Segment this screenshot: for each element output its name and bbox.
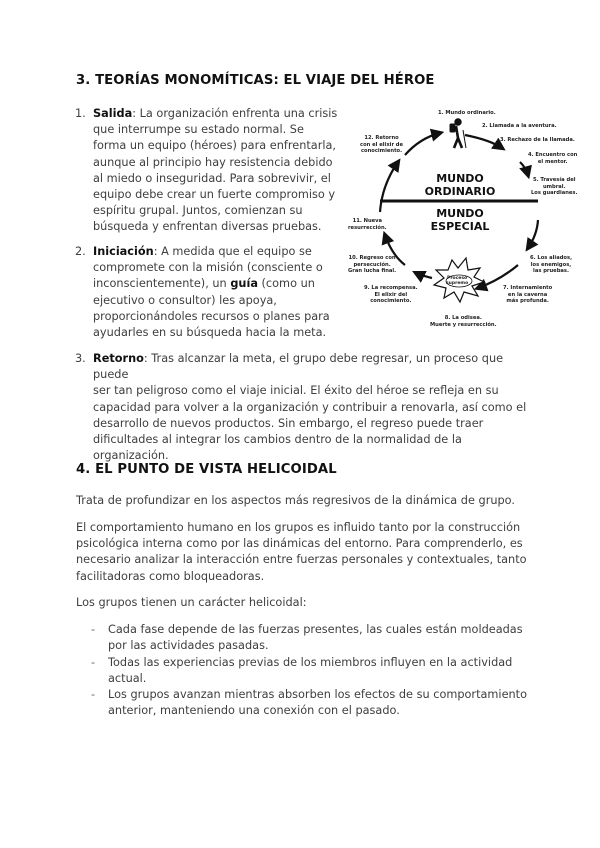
section-4-heading: 4. EL PUNTO DE VISTA HELICOIDAL: [76, 462, 337, 477]
stage-7-label: 7. Internamiento en la caverna más profunda.: [503, 285, 553, 304]
list-number: 1.: [75, 107, 86, 120]
stage-3-label: 3. Rechazo de la llamada.: [500, 137, 575, 143]
term-guia: guía: [230, 277, 258, 291]
stage-12-label: 12. Retorno con el elixir de conocimiento.: [360, 135, 404, 154]
center-burst-label: Proceso supremo: [446, 276, 469, 286]
world-special-label: MUNDO ESPECIAL: [430, 207, 490, 233]
list-number: 2.: [75, 245, 86, 258]
stage-6-label: 6. Los aliados, los enemigos, las pruebas.: [530, 255, 573, 274]
term-retorno: Retorno: [93, 352, 144, 365]
world-ordinary-label: MUNDO ORDINARIO: [424, 172, 496, 198]
term-iniciacion: Iniciación: [93, 245, 154, 258]
hiker-icon: [450, 119, 466, 148]
term-salida: Salida: [93, 107, 133, 120]
stage-2-label: 2. Llamada a la aventura.: [482, 123, 557, 129]
paragraph-helicoidal: Los grupos tienen un carácter helicoidal:: [76, 596, 307, 609]
stage-11-label: 11. Nueva resurrección.: [348, 218, 387, 231]
list-item-text: Salida: La organización enfrenta una crisis que interrumpe su estado normal. Se forma un equipo (héroes) para enfrentarla, aunque al principio hay resistencia debido al miedo o inseguridad. Para sobrevivir, el equipo debe crear un fuerte compromiso y espíritu grupal. Juntos, comienzan su búsqueda y enfrentan diversas pruebas.: [93, 107, 338, 234]
stage-10-label: 10. Regreso con persecución. Gran lucha final.: [348, 255, 397, 274]
bullet-item: Todas las experiencias previas de los miembros influyen en la actividad actual.: [108, 656, 513, 686]
bullet-marker: -: [91, 656, 96, 669]
stage-8-label: 8. La odisea. Muerte y resurrección.: [430, 315, 497, 328]
list-number: 3.: [75, 352, 86, 365]
section-3-heading: 3. TEORÍAS MONOMÍTICAS: EL VIAJE DEL HÉROE: [76, 73, 435, 88]
list-item-text: Retorno: Tras alcanzar la meta, el grupo debe regresar, un proceso que puede ser tan peligroso como el viaje inicial. El éxito del héroe se refleja en su capacidad para volver a la organización y contribuir a renovarla, así como el desarrollo de nuevos productos. Sin embargo, el regreso puede traer dificultades al integrar los cambios dentro de la normalidad de la organización.: [93, 352, 527, 463]
heros-journey-diagram: [340, 100, 600, 340]
bullet-marker: -: [91, 623, 96, 636]
stage-1-label: 1. Mundo ordinario.: [438, 110, 496, 116]
paragraph-behavior: El comportamiento humano en los grupos es influido tanto por la construcción psicológica interna como por las dinámicas del entorno. Para comprenderlo, es necesario analizar la interacción entre fuerzas personales y contextuales, tanto facilitadoras como bloqueadoras.: [76, 521, 527, 583]
paragraph-intro: Trata de profundizar en los aspectos más regresivos de la dinámica de grupo.: [76, 494, 515, 507]
stage-9-label: 9. La recompensa. El elixir del conocimiento.: [364, 285, 418, 304]
list-item-text: Iniciación: A medida que el equipo se compromete con la misión (consciente o inconscientemente), un guía (como un ejecutivo o consultor) les apoya, proporcionándoles recursos o planes para ayudarles en su búsqueda hacia la meta.: [93, 245, 330, 340]
bullet-item: Los grupos avanzan mientras absorben los efectos de su comportamiento anterior, manteniendo una conexión con el pasado.: [108, 688, 528, 718]
stage-5-label: 5. Travesía del umbral. Los guardianes.: [531, 177, 578, 196]
bullet-marker: -: [91, 688, 96, 701]
bullet-item: Cada fase depende de las fuerzas presentes, las cuales están moldeadas por las actividades pasadas.: [108, 623, 523, 653]
stage-4-label: 4. Encuentro con el mentor.: [528, 152, 578, 165]
